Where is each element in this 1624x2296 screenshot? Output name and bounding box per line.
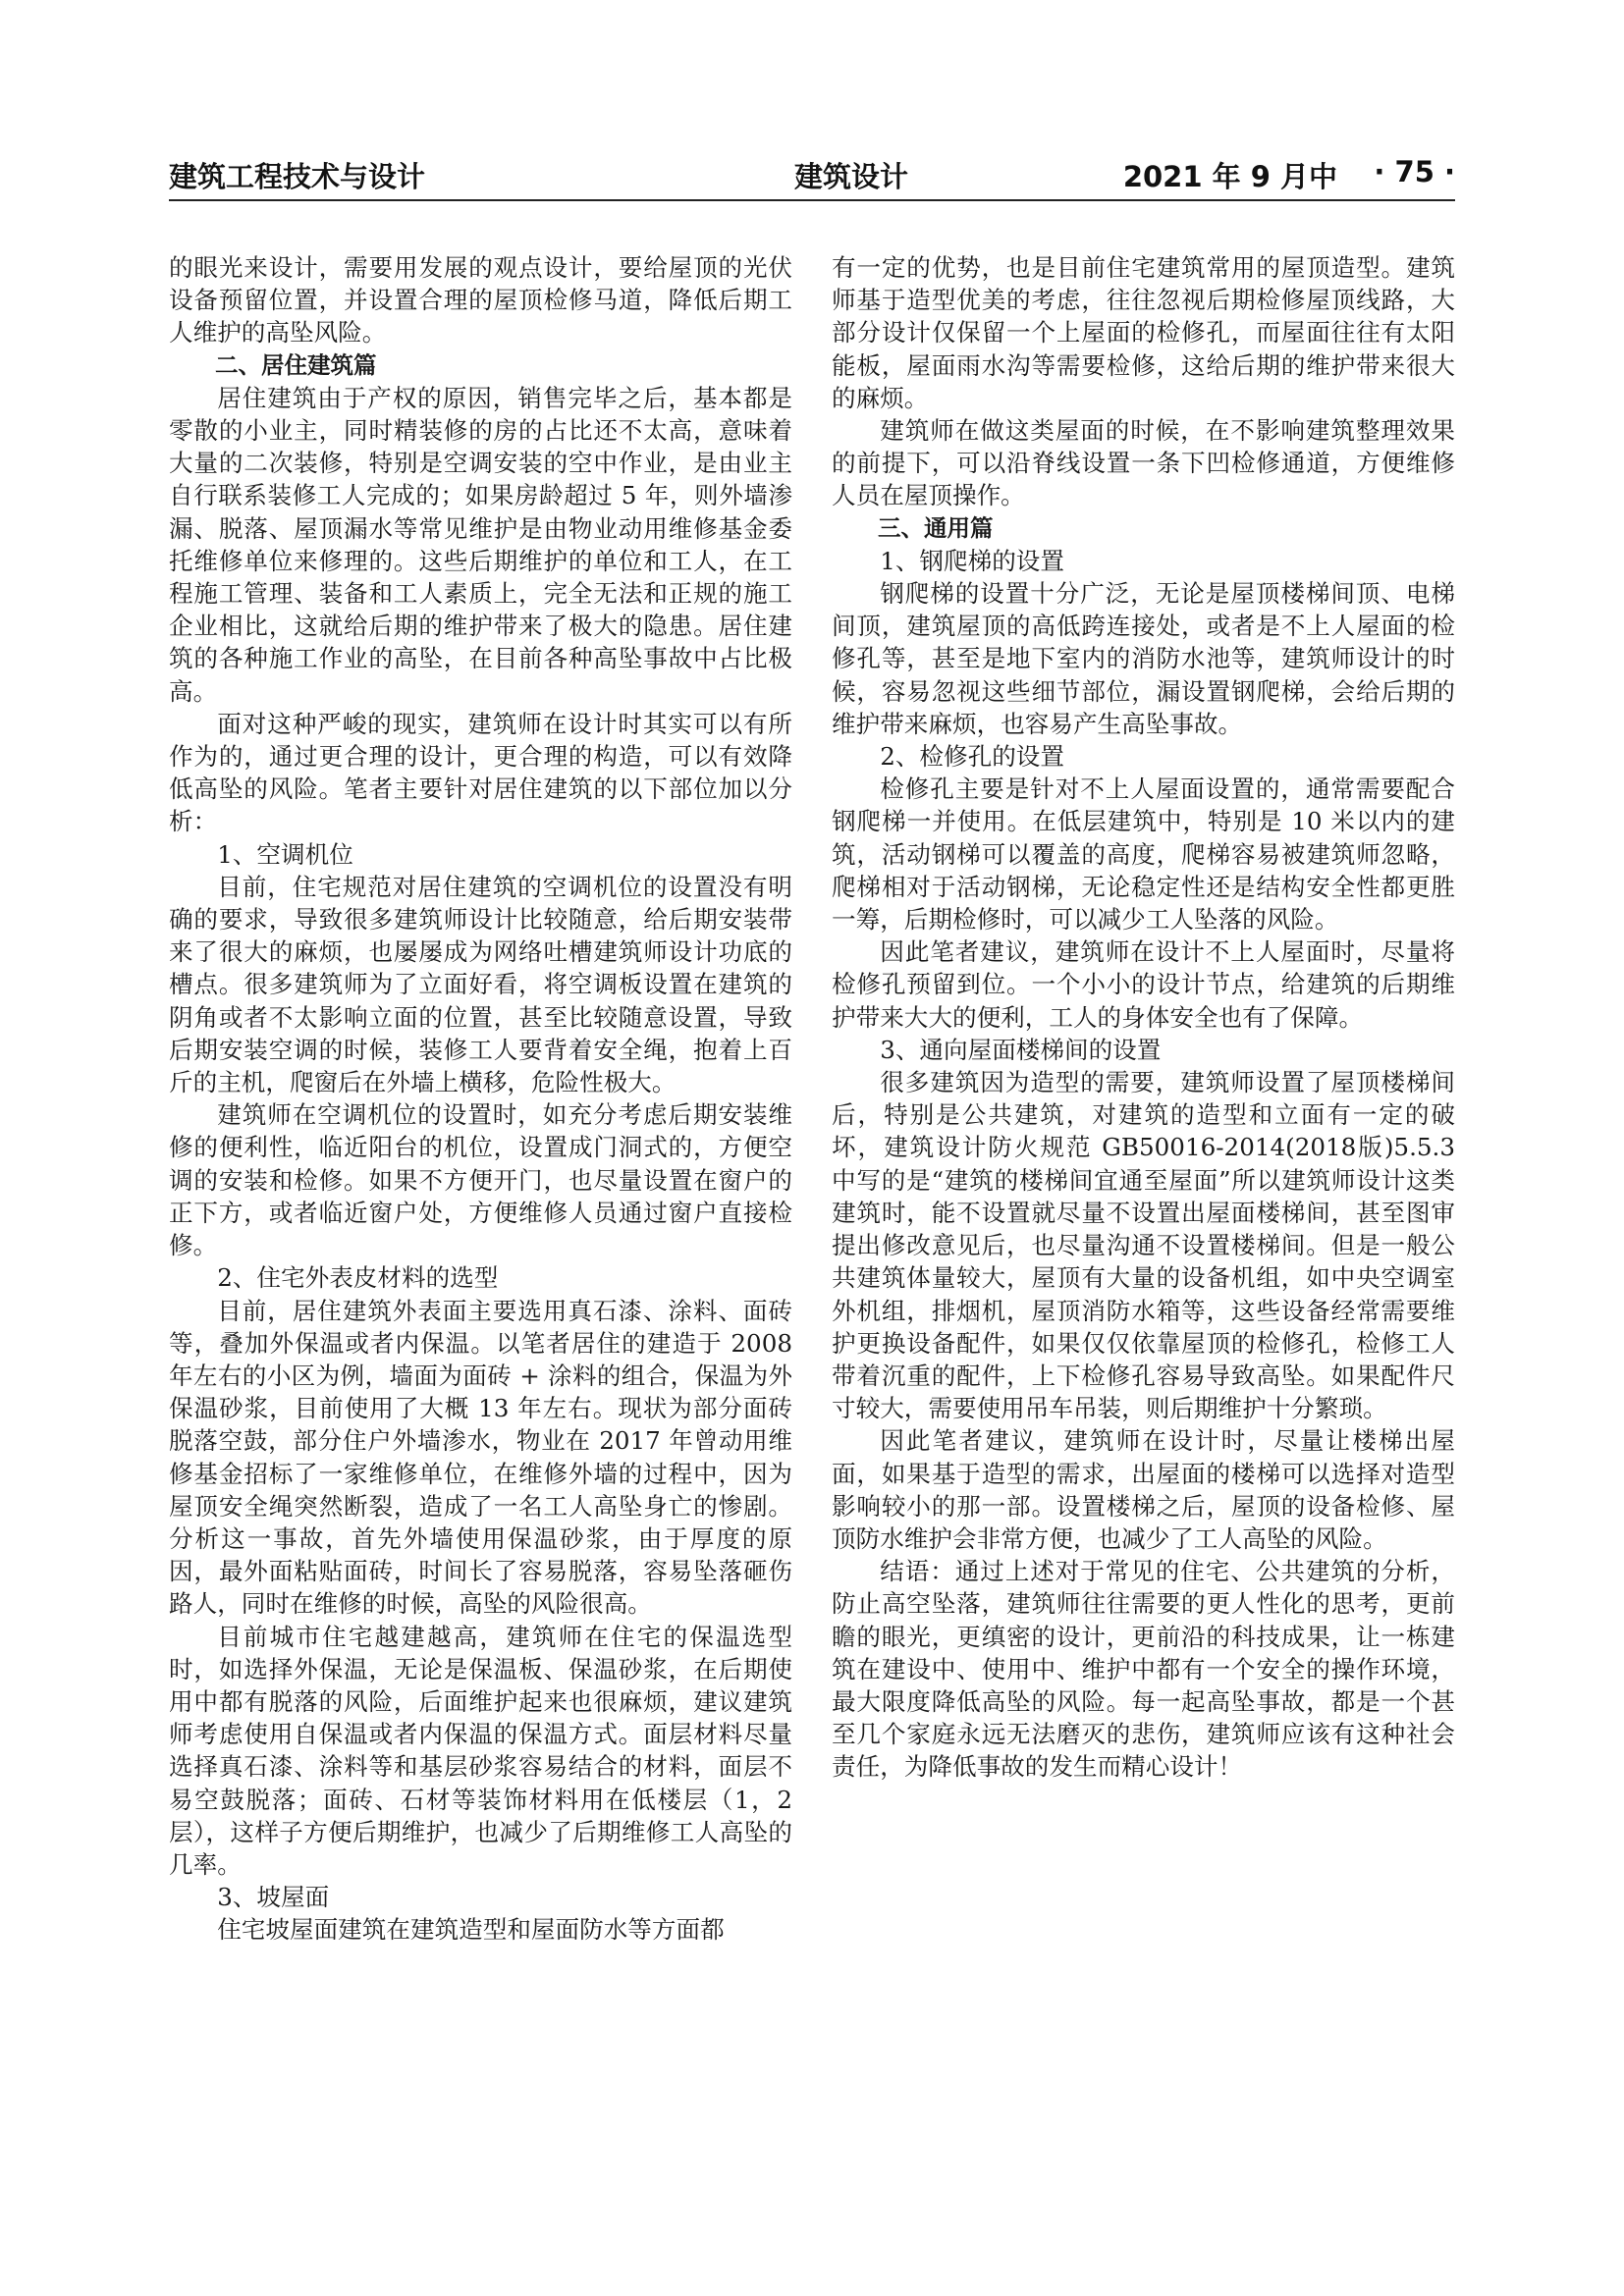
issue-date: 2021 年 9 月中 (1122, 160, 1337, 193)
journal-title: 建筑工程技术与设计 (169, 160, 426, 193)
page-number: · 75 · (1374, 155, 1455, 188)
subsection-heading: 3、坡屋面 (217, 1883, 330, 1912)
subsection-heading: 3、通向屋面楼梯间的设置 (880, 1035, 1162, 1064)
paragraph: 因此笔者建议，建筑师在设计时，尽量让楼梯出屋面，如果基于造型的需求，出屋面的楼梯可以选择对造型影响较小的那一部。设置楼梯之后，屋顶的设备检修、屋顶防水维护会非常方便，也减少了工人高坠的风险。 (832, 1426, 1455, 1553)
paragraph: 居住建筑由于产权的原因，销售完毕之后，基本都是零散的小业主，同时精装修的房的占比还不太高，意味着大量的二次装修，特别是空调安装的空中作业，是由业主自行联系装修工人完成的；如果房龄超过 5 年，则外墙渗漏、脱落、屋顶漏水等常见维护是由物业动用维修基金委托维修单位来修理的。这些后期维护的单位和工人，在工程施工管理、装备和工人素质上，完全无法和正规的施工企业相比，这就给后期的维护带来了极大的隐患。居住建筑的各种施工作业的高坠，在目前各种高坠事故中占比极高。 (169, 383, 792, 706)
section-heading: 三、通用篇 (878, 513, 994, 542)
subsection-heading: 1、钢爬梯的设置 (880, 546, 1064, 575)
section-heading: 二、居住建筑篇 (215, 350, 377, 379)
paragraph: 检修孔主要是针对不上人屋面设置的，通常需要配合钢爬梯一并使用。在低层建筑中，特别是 10 米以内的建筑，活动钢梯可以覆盖的高度，爬梯容易被建筑师忽略，爬梯相对于活动钢梯，无论稳定性还是结构安全性都更胜一筹，后期检修时，可以减少工人坠落的风险。 (832, 774, 1455, 934)
paragraph: 很多建筑因为造型的需要，建筑师设置了屋顶楼梯间后，特别是公共建筑，对建筑的造型和立面有一定的破坏，建筑设计防火规范 GB50016-2014(2018版)5.5.3 中写的是“建筑的楼梯间宜通至屋面”所以建筑师设计这类建筑时，能不设置就尽量不设置出屋面楼梯间，甚至图审提出修改意见后，也尽量沟通不设置楼梯间。但是一般公共建筑体量较大，屋顶有大量的设备机组，如中央空调室外机组，排烟机，屋顶消防水箱等，这些设备经常需要维护更换设备配件，如果仅仅依靠屋顶的检修孔，检修工人带着沉重的配件，上下检修孔容易导致高坠。如果配件尺寸较大，需要使用吊车吊装，则后期维护十分繁琐。 (832, 1068, 1455, 1423)
paragraph: 面对这种严峻的现实，建筑师在设计时其实可以有所作为的，通过更合理的设计，更合理的构造，可以有效降低高坠的风险。笔者主要针对居住建筑的以下部位加以分析： (169, 709, 792, 836)
left-column (169, 251, 792, 1947)
subsection-heading: 2、检修孔的设置 (880, 742, 1064, 772)
right-column (832, 251, 1455, 1784)
paragraph: 的眼光来设计，需要用发展的观点设计，要给屋顶的光伏设备预留位置，并设置合理的屋顶检修马道，降低后期工人维护的高坠风险。 (169, 253, 792, 347)
paragraph: 目前，住宅规范对居住建筑的空调机位的设置没有明确的要求，导致很多建筑师设计比较随意，给后期安装带来了很大的麻烦，也屡屡成为网络吐槽建筑师设计功底的槽点。很多建筑师为了立面好看，将空调板设置在建筑的阴角或者不太影响立面的位置，甚至比较随意设置，导致后期安装空调的时候，装修工人要背着安全绳，抱着上百斤的主机，爬窗后在外墙上横移，危险性极大。 (169, 872, 792, 1097)
paragraph: 建筑师在空调机位的设置时，如充分考虑后期安装维修的便利性，临近阳台的机位，设置成门洞式的，方便空调的安装和检修。如果不方便开门，也尽量设置在窗户的正下方，或者临近窗户处，方便维修人员通过窗户直接检修。 (169, 1100, 792, 1260)
paragraph: 建筑师在做这类屋面的时候，在不影响建筑整理效果的前提下，可以沿脊线设置一条下凹检修通道，方便维修人员在屋顶操作。 (832, 416, 1455, 510)
paragraph: 结语：通过上述对于常见的住宅、公共建筑的分析，防止高空坠落，建筑师往往需要的更人性化的思考，更前瞻的眼光，更缜密的设计，更前沿的科技成果，让一栋建筑在建设中、使用中、维护中都有一个安全的操作环境，最大限度降低高坠的风险。每一起高坠事故，都是一个甚至几个家庭永远无法磨灭的悲伤，建筑师应该有这种社会责任，为降低事故的发生而精心设计！ (832, 1557, 1455, 1782)
paragraph: 钢爬梯的设置十分广泛，无论是屋顶楼梯间顶、电梯间顶，建筑屋顶的高低跨连接处，或者是不上人屋面的检修孔等，甚至是地下室内的消防水池等，建筑师设计的时候，容易忽视这些细节部位，漏设置钢爬梯，会给后期的维护带来麻烦，也容易产生高坠事故。 (832, 579, 1455, 738)
paragraph: 因此笔者建议，建筑师在设计不上人屋面时，尽量将检修孔预留到位。一个小小的设计节点，给建筑的后期维护带来大大的便利，工人的身体安全也有了保障。 (832, 937, 1455, 1032)
running-header (169, 147, 1455, 198)
paragraph: 目前城市住宅越建越高，建筑师在住宅的保温选型时，如选择外保温，无论是保温板、保温砂浆，在后期使用中都有脱落的风险，后面维护起来也很麻烦，建议建筑师考虑使用自保温或者内保温的保温方式。面层材料尽量选择真石漆、涂料等和基层砂浆容易结合的材料，面层不易空鼓脱落；面砖、石材等装饰材料用在低楼层（1，2 层），这样子方便后期维护，也减少了后期维修工人高坠的几率。 (169, 1622, 792, 1879)
header-rule (169, 199, 1455, 201)
paragraph: 目前，居住建筑外表面主要选用真石漆、涂料、面砖等，叠加外保温或者内保温。以笔者居住的建造于 2008 年左右的小区为例，墙面为面砖 + 涂料的组合，保温为外保温砂浆，目前使用了大概 13 年左右。现状为部分面砖脱落空鼓，部分住户外墙渗水，物业在 2017 年曾动用维修基金招标了一家维修单位，在维修外墙的过程中，因为屋顶安全绳突然断裂，造成了一名工人高坠身亡的惨剧。分析这一事故，首先外墙使用保温砂浆，由于厚度的原因，最外面粘贴面砖，时间长了容易脱落，容易坠落砸伤路人，同时在维修的时候，高坠的风险很高。 (169, 1296, 792, 1619)
subsection-heading: 2、住宅外表皮材料的选型 (217, 1263, 499, 1293)
subsection-heading: 1、空调机位 (217, 839, 353, 869)
paragraph: 住宅坡屋面建筑在建筑造型和屋面防水等方面都 (217, 1915, 725, 1945)
paragraph: 有一定的优势，也是目前住宅建筑常用的屋顶造型。建筑师基于造型优美的考虑，往往忽视后期检修屋顶线路，大部分设计仅保留一个上屋面的检修孔，而屋面往往有太阳能板，屋面雨水沟等需要检修，这给后期的维护带来很大的麻烦。 (832, 253, 1455, 412)
section-title: 建筑设计 (793, 160, 908, 193)
